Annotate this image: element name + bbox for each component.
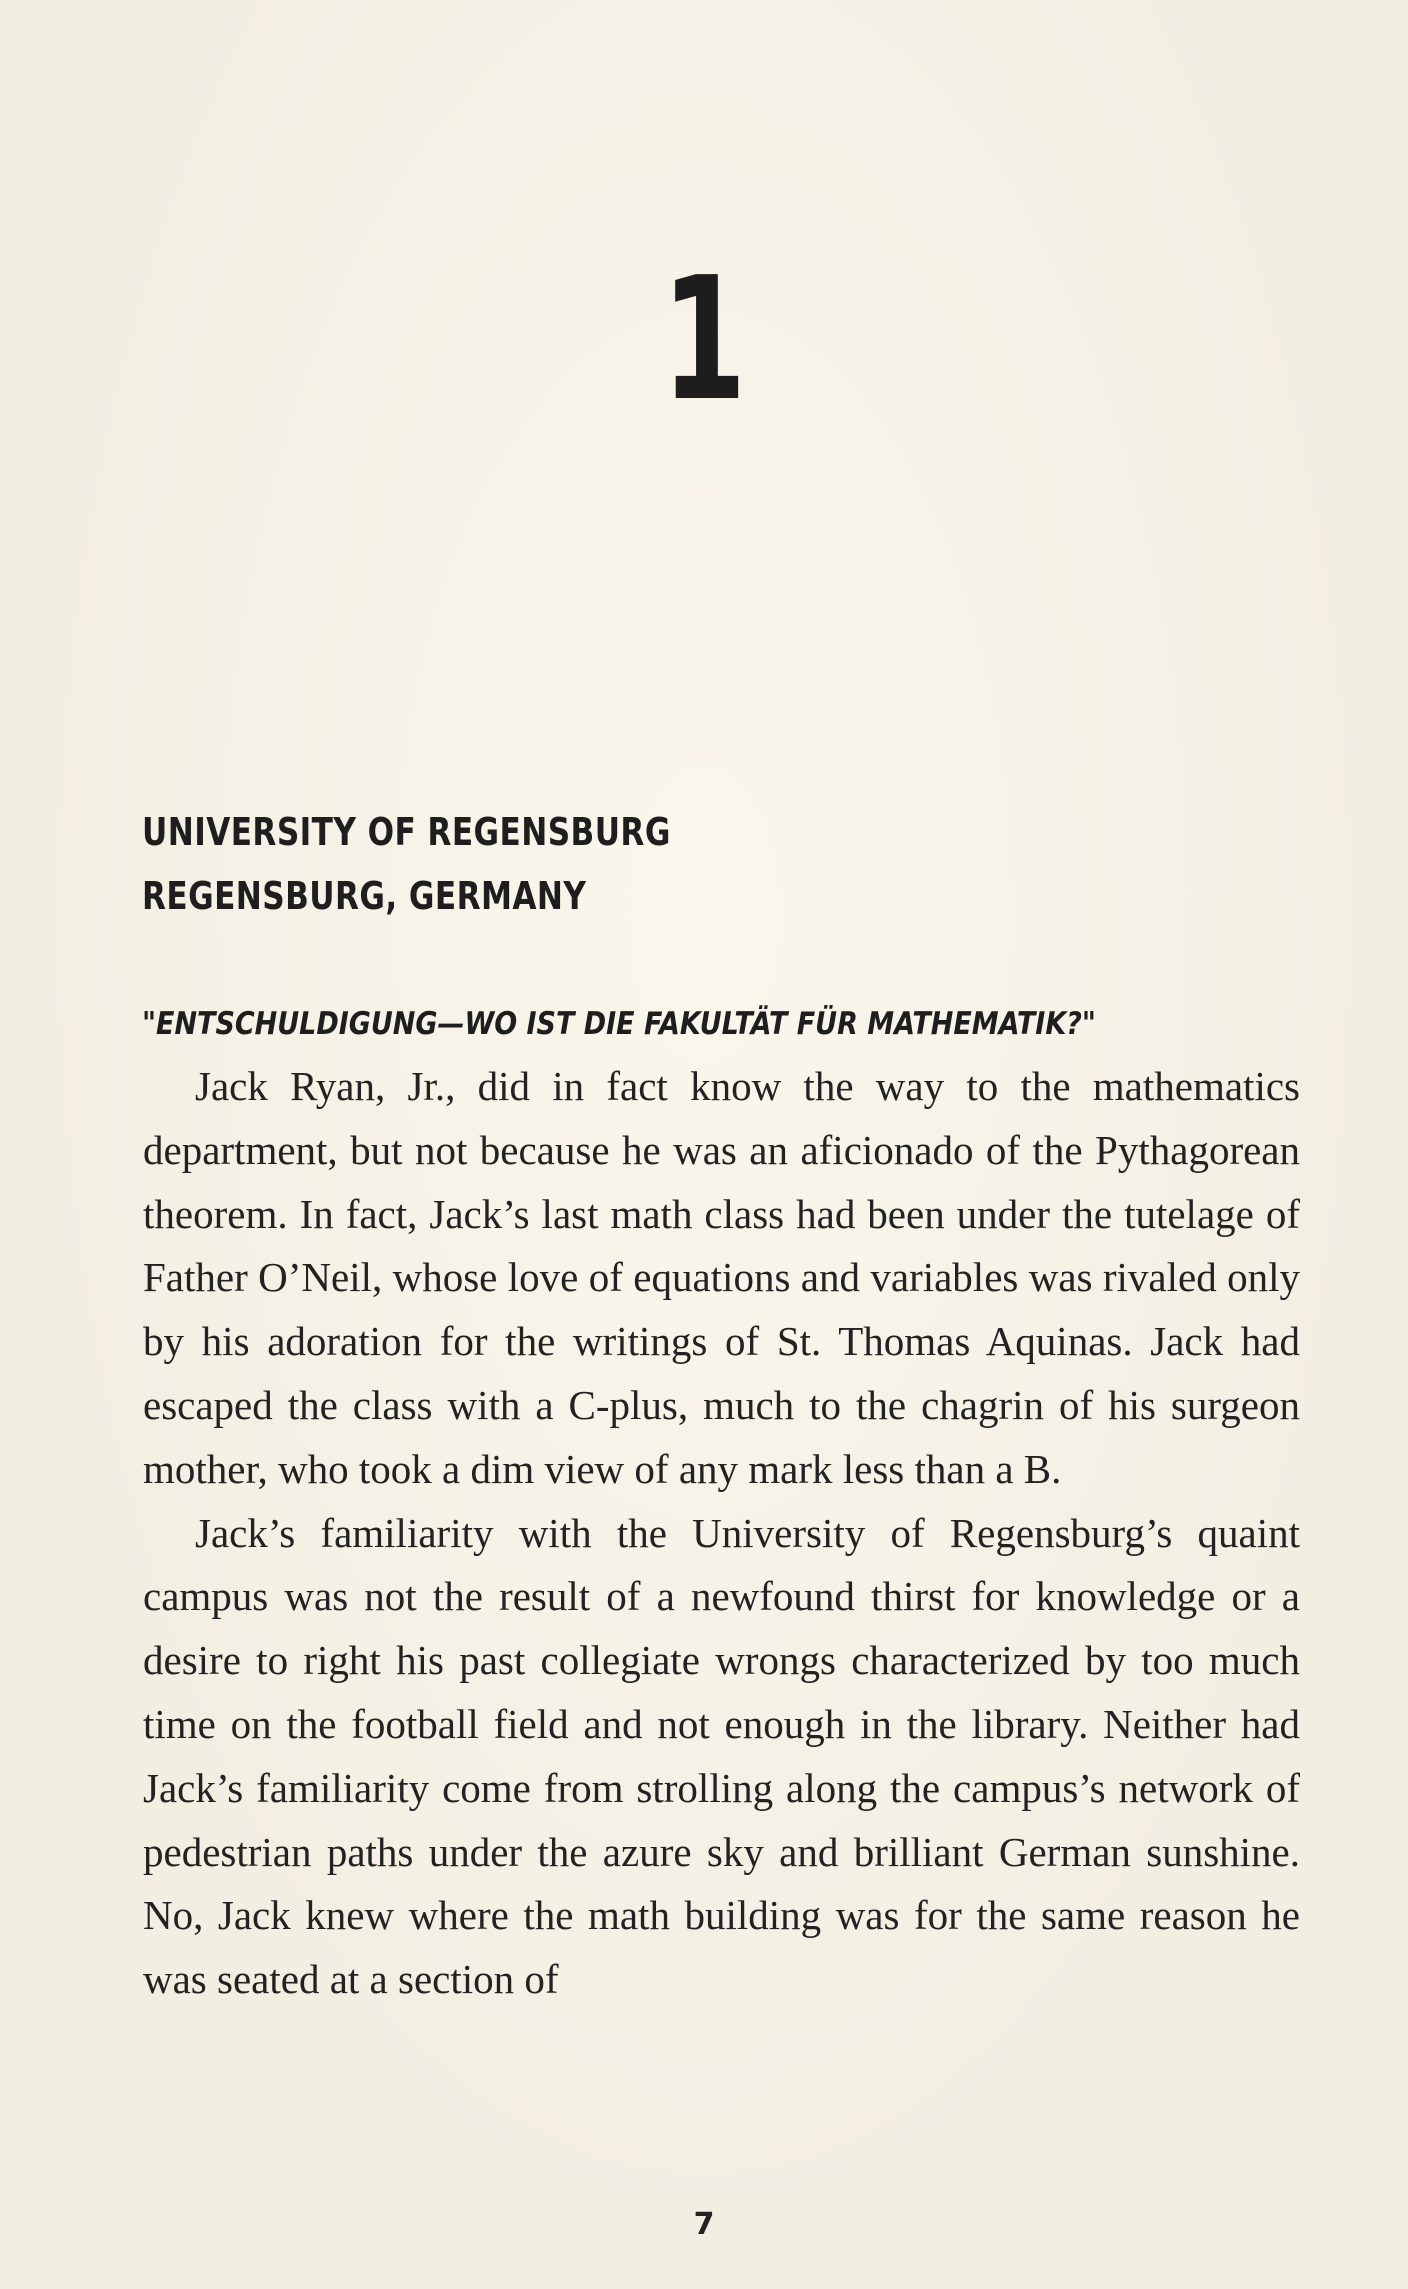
opening-line: "ENTSCHULDIGUNG—WO IST DIE FAKULTÄT FÜR MATHEMATIK?"	[142, 1006, 1096, 1042]
paragraph-1: Jack Ryan, Jr., did in fact know the way to the mathematics department, but not because he was an aficionado of the Pythagorean theorem. In fact, Jack’s last math class had been under the tutelage of Father O’Neil, whose love of equations and variables was rivaled only by his adoration for the writings of St. Thomas Aquinas. Jack had escaped the class with a C-plus, much to the chagrin of his surgeon mother, who took a dim view of any mark less than a B.	[143, 1063, 1300, 1492]
chapter-body	[143, 1055, 1300, 2012]
location-heading	[142, 800, 787, 928]
page-number: 7	[693, 2207, 715, 2242]
location-line-2: REGENSBURG, GERMANY	[142, 874, 587, 918]
location-line-1: UNIVERSITY OF REGENSBURG	[142, 810, 671, 854]
chapter-number: 1	[661, 241, 747, 439]
paragraph-2: Jack’s familiarity with the University of Regensburg’s quaint campus was not the result of a newfound thirst for knowledge or a desire to right his past collegiate wrongs characterized by too much time on the football field and not enough in the library. Neither had Jack’s familiarity come from strolling along the campus’s network of pedestrian paths under the azure sky and brilliant German sunshine. No, Jack knew where the math building was for the same reason he was seated at a section of	[143, 1509, 1300, 2003]
